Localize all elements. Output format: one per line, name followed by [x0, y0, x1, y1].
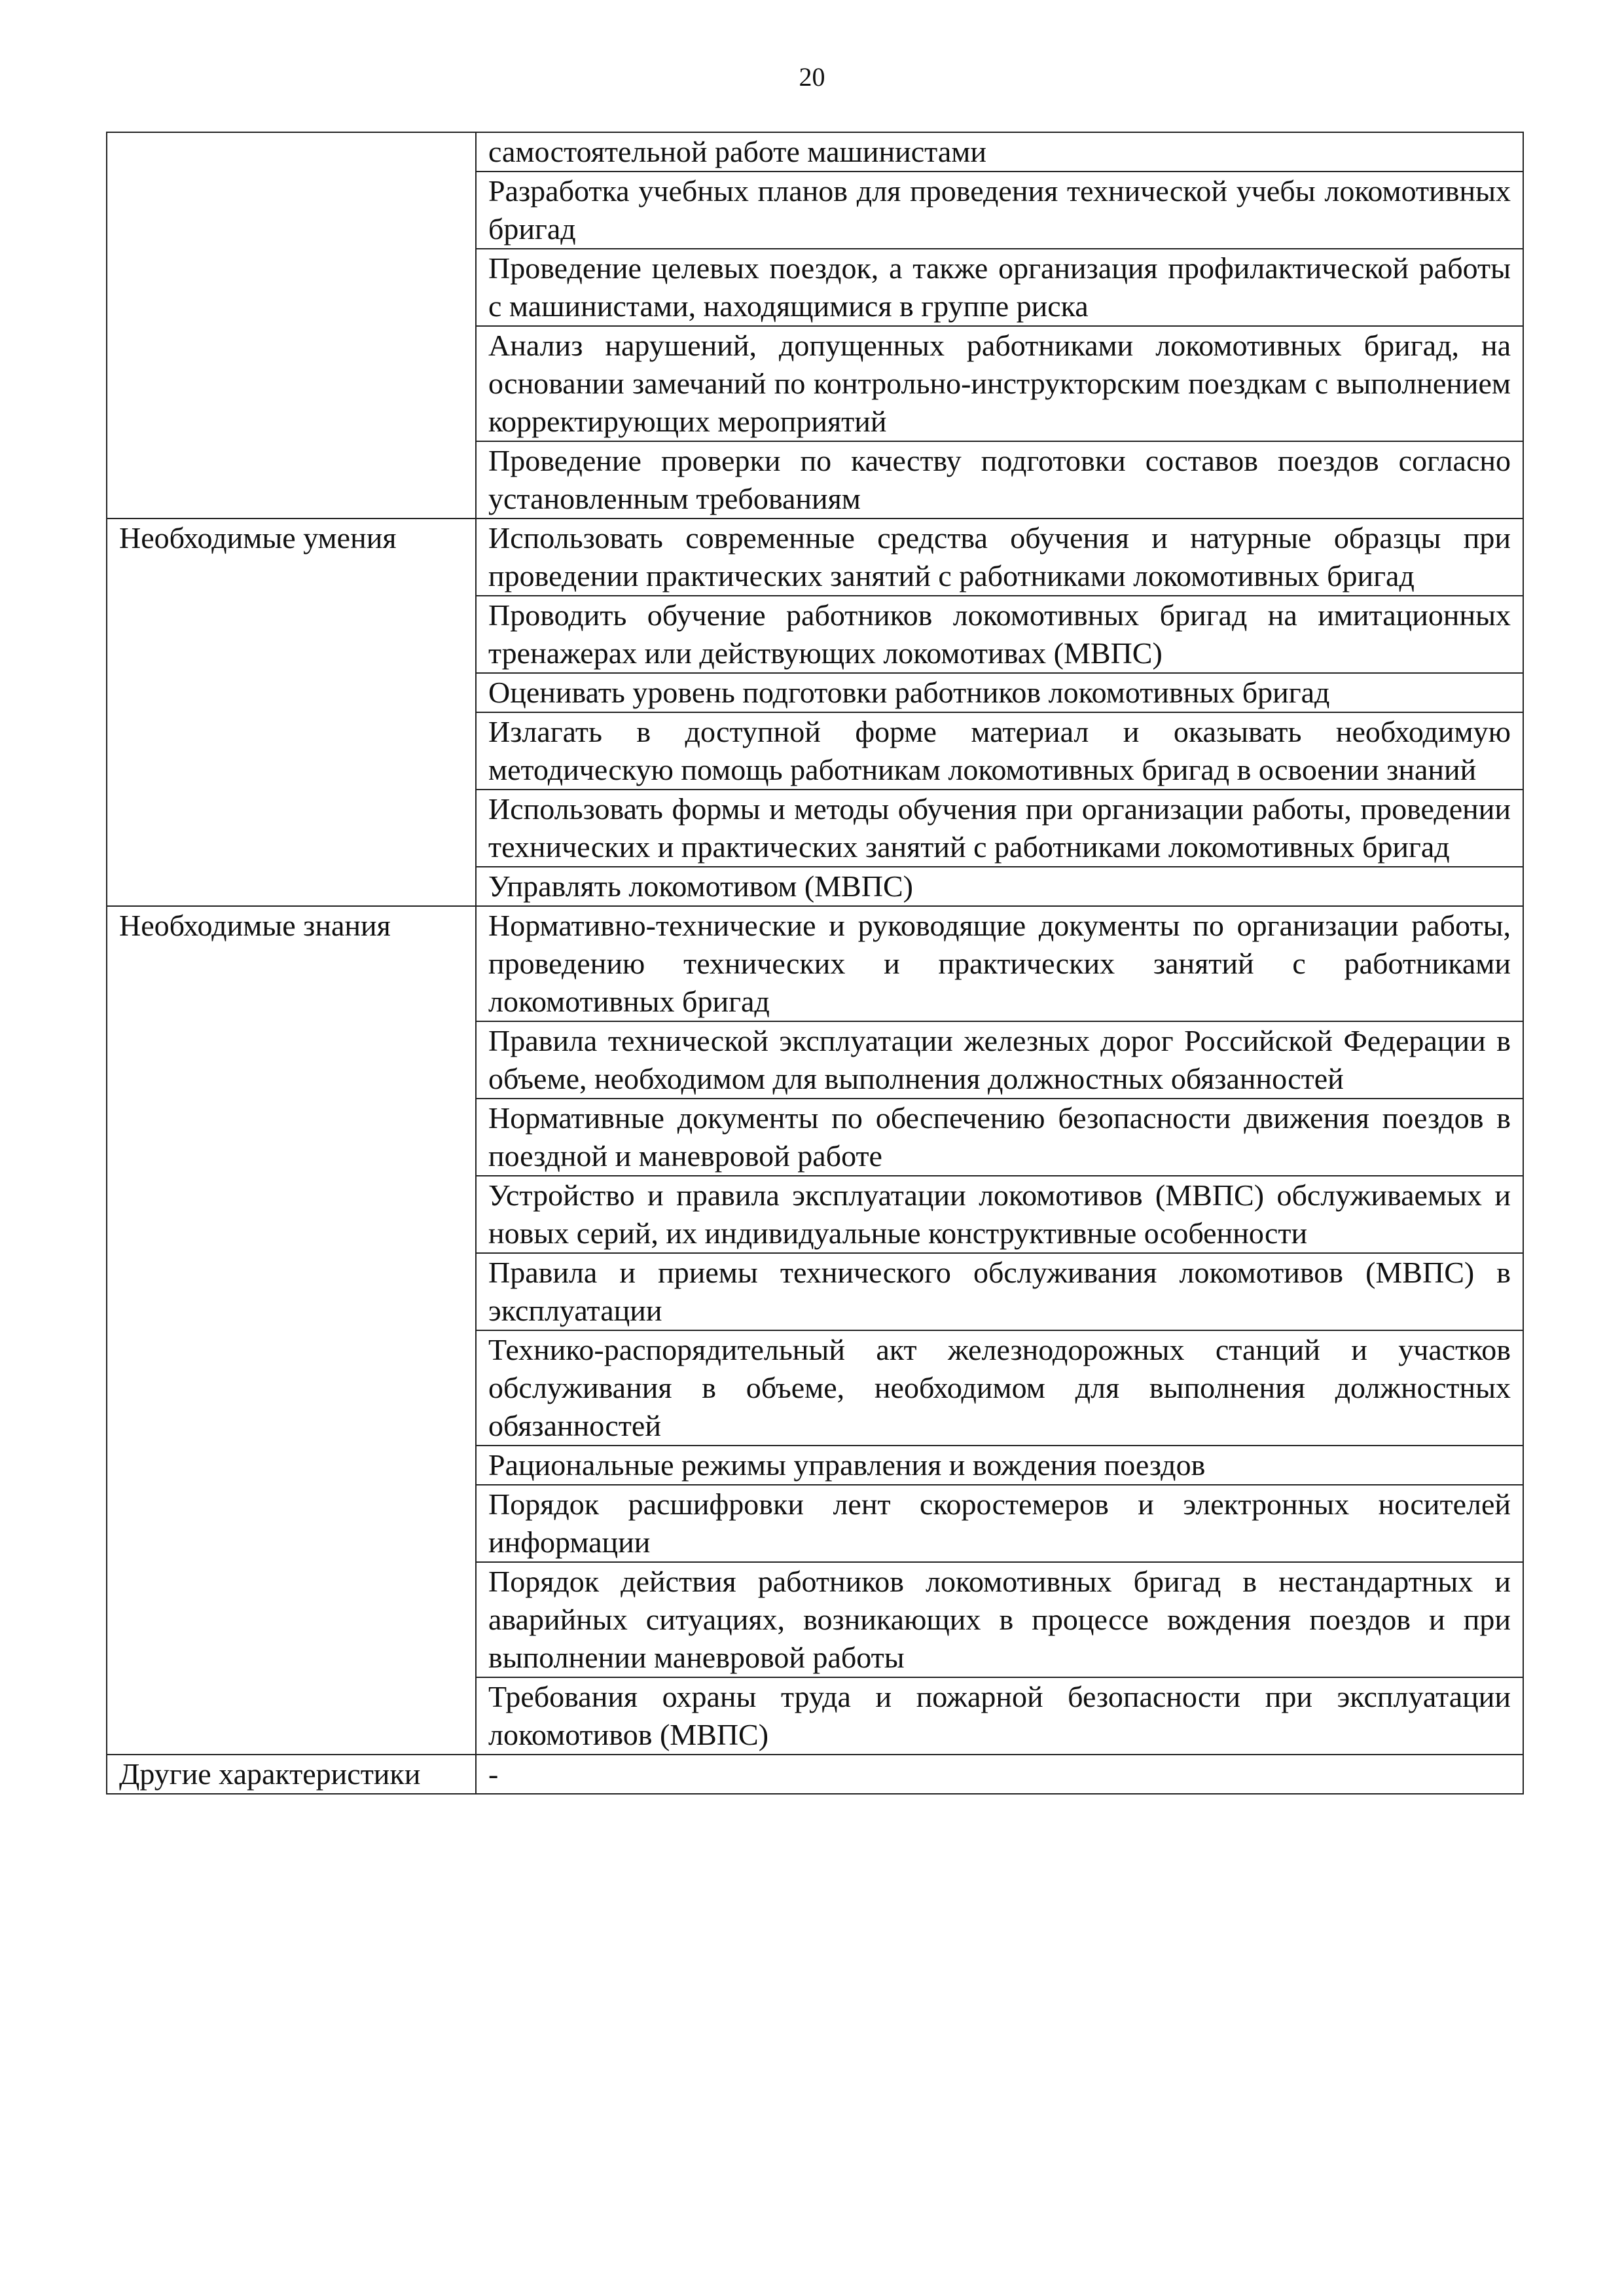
item-text-cell: - [476, 1755, 1523, 1794]
table-row [107, 519, 1523, 596]
table-row [107, 906, 1523, 1021]
qualification-table [106, 132, 1524, 1795]
row-label-cell: Необходимые умения [107, 519, 476, 906]
item-text-cell: Управлять локомотивом (МВПС) [476, 867, 1523, 906]
item-text-cell: Технико-распорядительный акт железнодорожных станций и участков обслуживания в объеме, необходимом для выполнения должностных обязанностей [476, 1330, 1523, 1446]
item-text-cell: Использовать формы и методы обучения при организации работы, проведении технических и практических занятий с работниками локомотивных бригад [476, 790, 1523, 867]
table-row [107, 1755, 1523, 1794]
item-text-cell: Проведение целевых поездок, а также организация профилактической работы с машинистами, находящимися в группе риска [476, 249, 1523, 326]
item-text-cell: Использовать современные средства обучения и натурные образцы при проведении практических занятий с работниками локомотивных бригад [476, 519, 1523, 596]
page-number: 20 [799, 62, 825, 92]
item-text-cell: Проведение проверки по качеству подготовки составов поездов согласно установленным требованиям [476, 441, 1523, 519]
item-text-cell: Правила технической эксплуатации железных дорог Российской Федерации в объеме, необходимом для выполнения должностных обязанностей [476, 1021, 1523, 1099]
item-text-cell: Проводить обучение работников локомотивных бригад на имитационных тренажерах или действующих локомотивах (МВПС) [476, 596, 1523, 673]
item-text-cell: Излагать в доступной форме материал и оказывать необходимую методическую помощь работникам локомотивных бригад в освоении знаний [476, 712, 1523, 790]
row-label-cell [107, 132, 476, 519]
table-body [107, 132, 1523, 1794]
item-text-cell: Порядок расшифровки лент скоростемеров и электронных носителей информации [476, 1485, 1523, 1562]
item-text-cell: Нормативно-технические и руководящие документы по организации работы, проведению технических и практических занятий с работниками локомотивных бригад [476, 906, 1523, 1021]
item-text-cell: Порядок действия работников локомотивных бригад в нестандартных и аварийных ситуациях, возникающих в процессе вождения поездов и при выполнении маневровой работы [476, 1562, 1523, 1677]
item-text-cell: самостоятельной работе машинистами [476, 132, 1523, 172]
item-text-cell: Устройство и правила эксплуатации локомотивов (МВПС) обслуживаемых и новых серий, их индивидуальные конструктивные особенности [476, 1176, 1523, 1253]
item-text-cell: Рациональные режимы управления и вождения поездов [476, 1446, 1523, 1485]
row-label-cell: Другие характеристики [107, 1755, 476, 1794]
item-text-cell: Правила и приемы технического обслуживания локомотивов (МВПС) в эксплуатации [476, 1253, 1523, 1330]
item-text-cell: Разработка учебных планов для проведения технической учебы локомотивных бригад [476, 172, 1523, 249]
item-text-cell: Оценивать уровень подготовки работников локомотивных бригад [476, 673, 1523, 712]
row-label-cell: Необходимые знания [107, 906, 476, 1755]
item-text-cell: Требования охраны труда и пожарной безопасности при эксплуатации локомотивов (МВПС) [476, 1677, 1523, 1755]
item-text-cell: Нормативные документы по обеспечению безопасности движения поездов в поездной и маневровой работе [476, 1099, 1523, 1176]
item-text-cell: Анализ нарушений, допущенных работниками локомотивных бригад, на основании замечаний по контрольно-инструкторским поездкам с выполнением корректирующих мероприятий [476, 326, 1523, 441]
table-row [107, 132, 1523, 172]
